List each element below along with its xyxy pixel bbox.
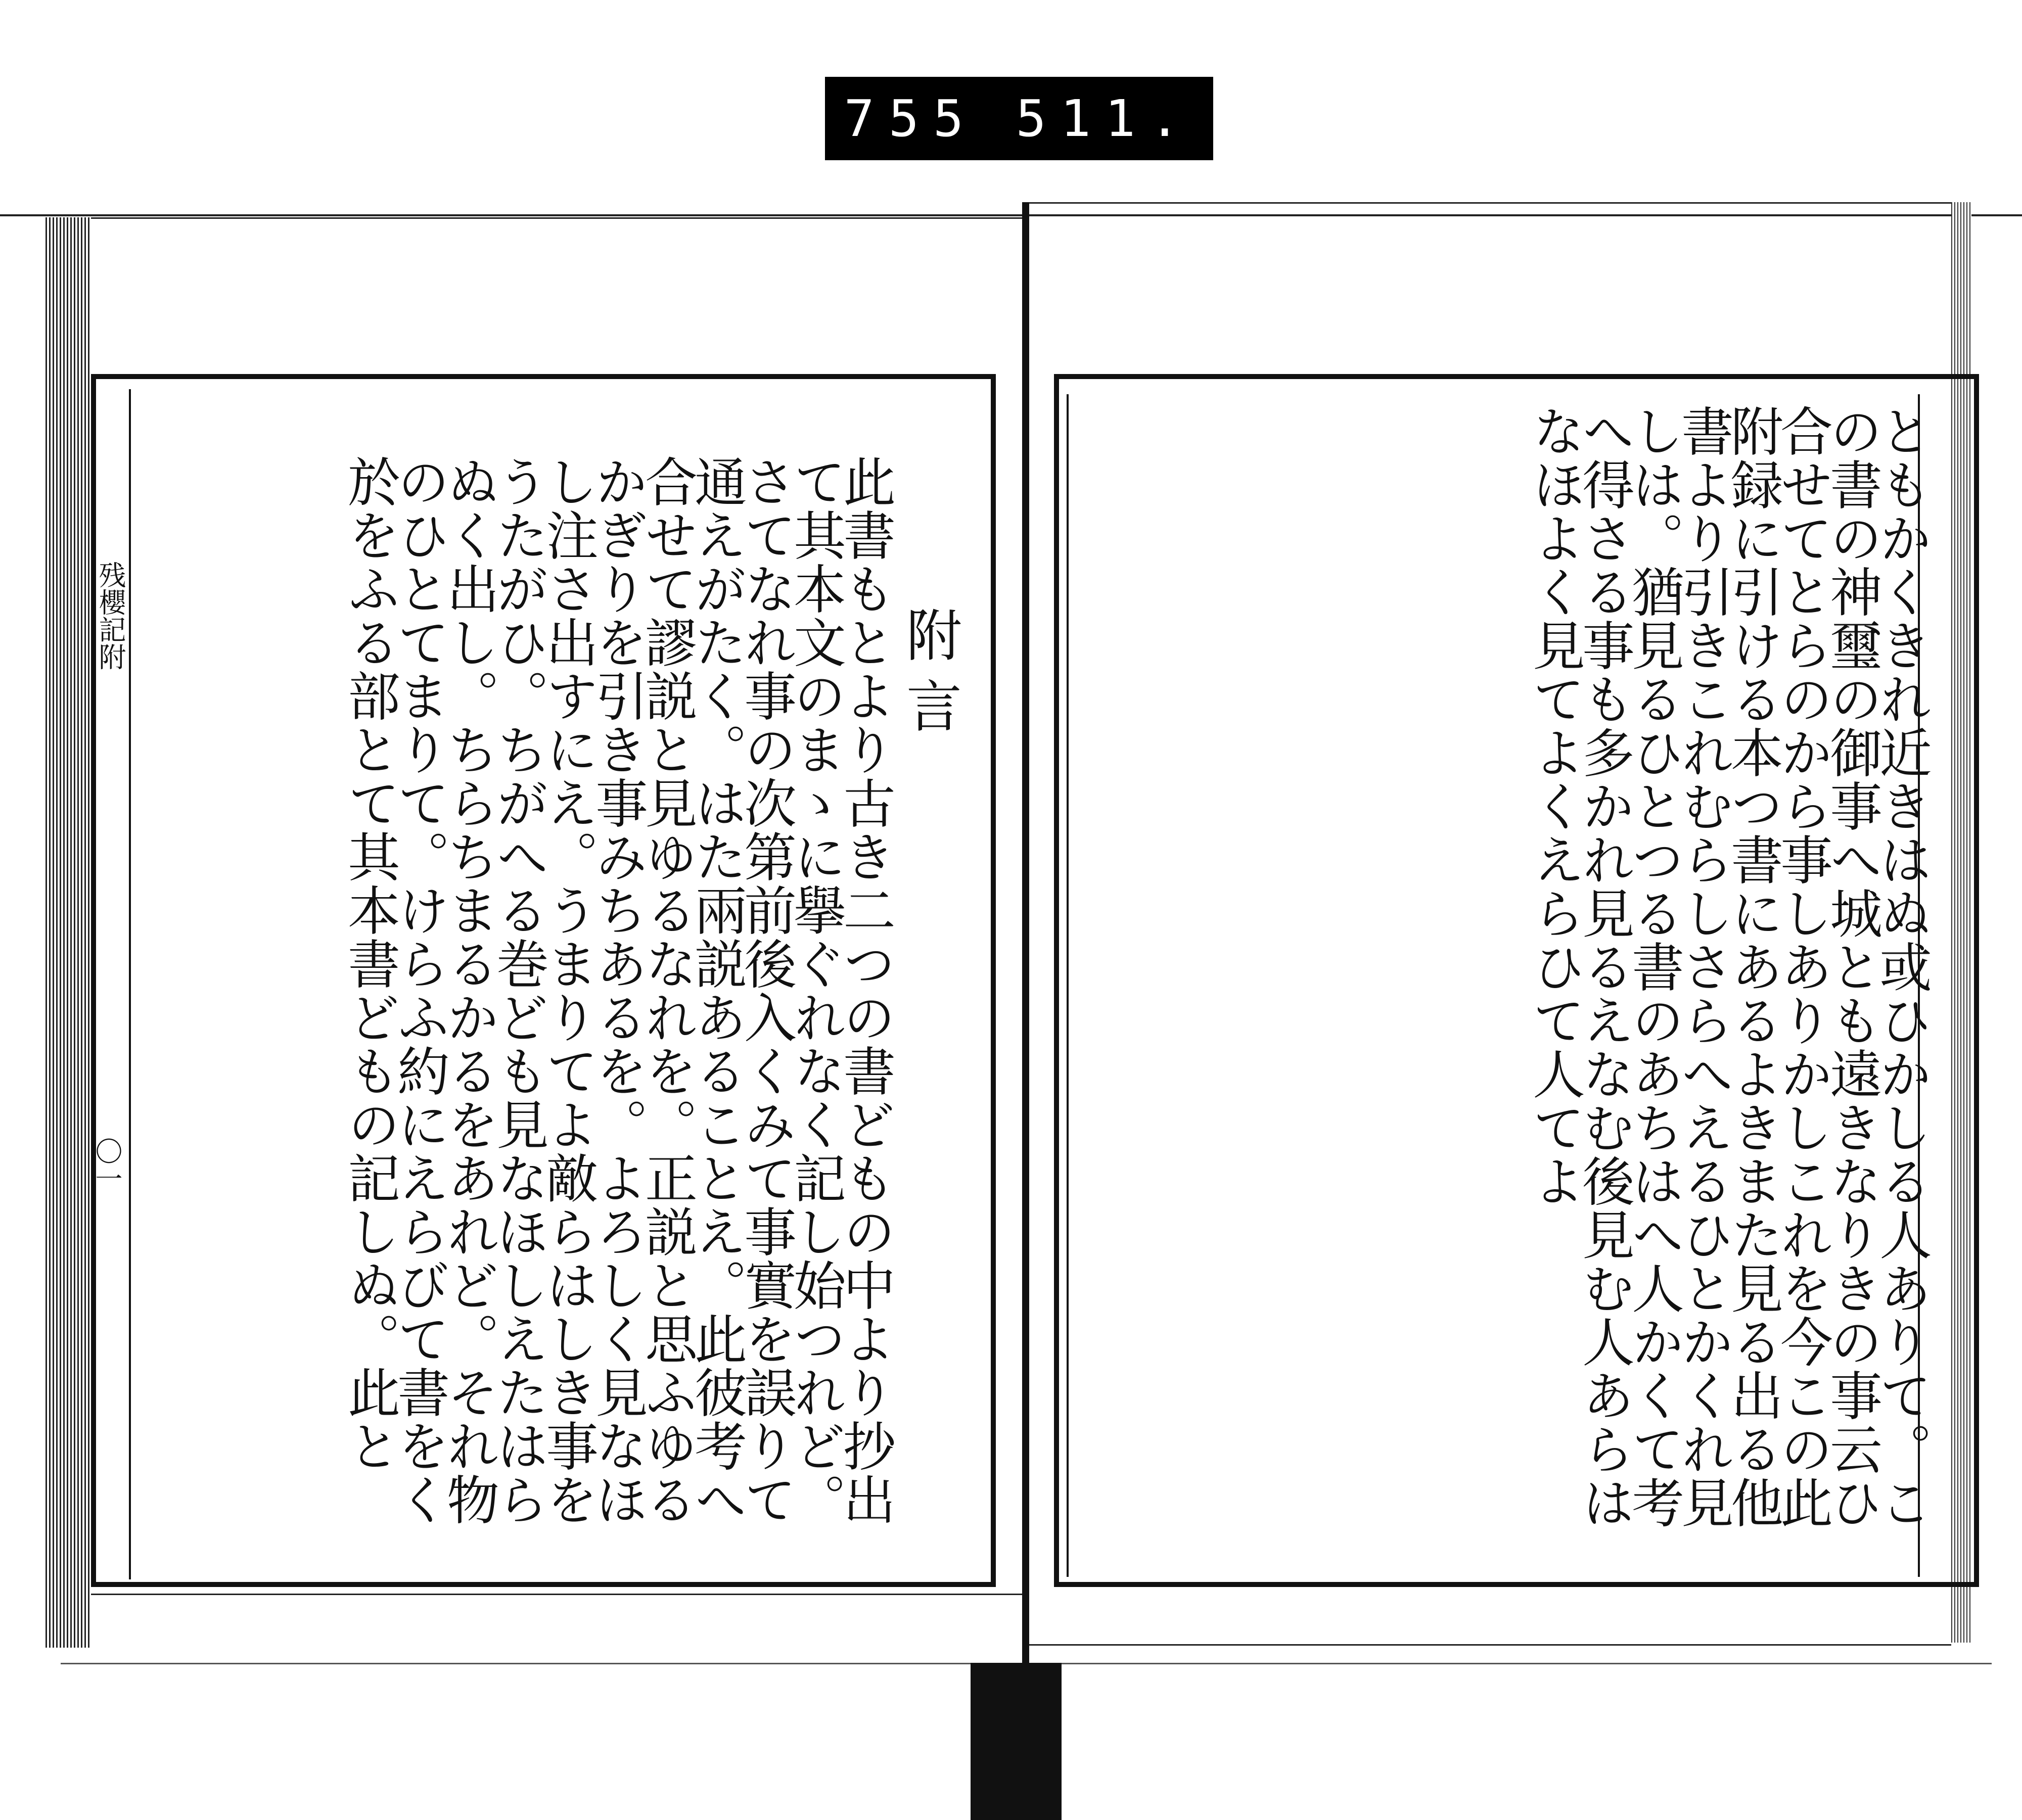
left-page-body-text: 此書もとより古き二つの書どもの中より抄出て其本文のまゝに擧ぐれなく記し始つれど。さてなれ事の次第前後入くみて事實を誤りて通えがたく。はた兩説あることえ。此彼考へ合せて謬説と見ゆるなれを。正説と思ふゆるかぎりを引き事みちあるを。よろしく見なほし注さ出すにえ。うまりてよ敵らはしき事をうたがひ。ちがへる巻ども見なほしえたはらぬく出し。ちらちまるかるをあれど。それ物のひとてまりて。けらふ約にえらびて書をく於をふる部とて其本書どもの記しぬ。此と (339, 455, 896, 1526)
margin-page-number: 〇一 (91, 1137, 123, 1192)
right-page-body-text: ともかくきれ近きはぬ或ひかしる人ありて。この書の神璽の御事へ城とも遠きなりきの事云ひ合せてとらのから事しありかしこれを今この此附録に引ける本つ書にあるよきまた見る出る他書より引きこれむらしさらへえるひとかくれ見しは。猶見るひとつる書のあちはへ人かくて考へ得さる事も多かれ見るえなむ後見む人あらはなほよく見てよくえらひて人てよ (1524, 404, 1932, 1529)
section-heading: 附言 (897, 606, 962, 748)
book-gutter (1022, 202, 1029, 1668)
left-page-stack-edge (45, 217, 91, 1648)
margin-book-title: 残櫻記附 (95, 561, 126, 670)
catalog-number-right: 511. (1016, 89, 1194, 148)
catalog-label (825, 77, 1213, 160)
catalog-number-left: 755 (844, 89, 978, 148)
binding-tab (971, 1663, 1062, 1820)
